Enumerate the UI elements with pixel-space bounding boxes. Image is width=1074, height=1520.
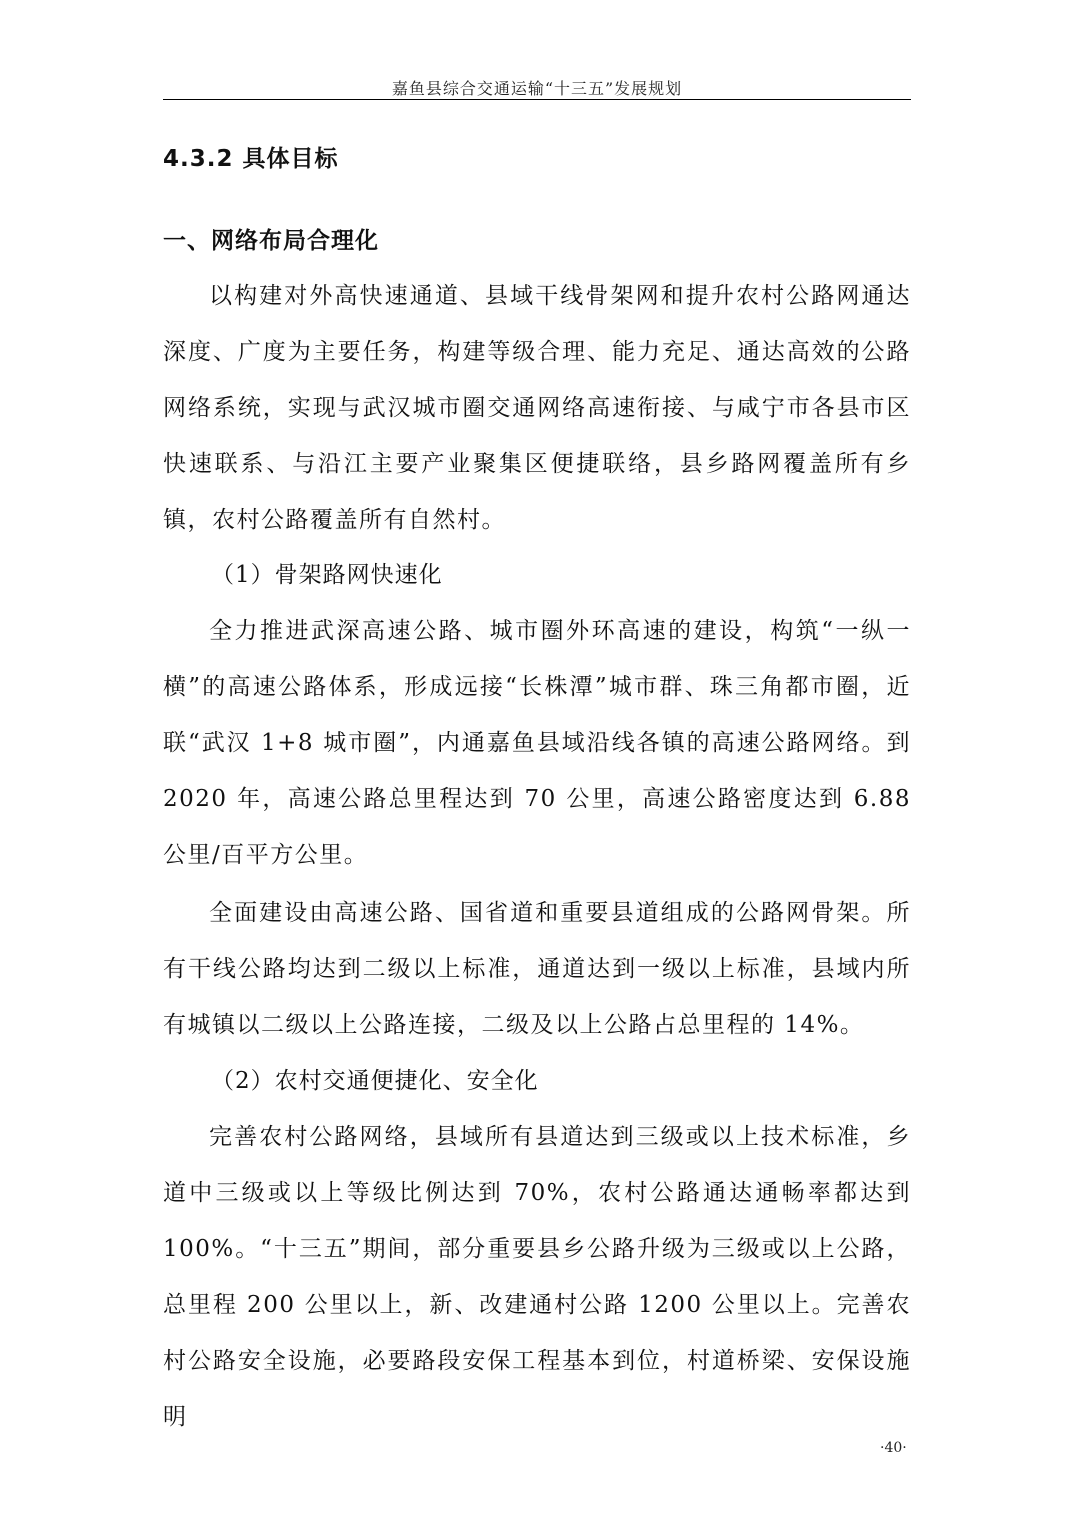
paragraph-rural-roads: 完善农村公路网络，县域所有县道达到三级或以上技术标准，乡道中三级或以上等级比例达到 70%，农村公路通达通畅率都达到 100%。“十三五”期间，部分重要县乡公路升级为三级或以上公路，总里程 200 公里以上，新、改建通村公路 1200 公里以上。完善农村公路安全设施，必要路段安保工程基本到位，村道桥梁、安保设施明: [163, 1124, 911, 1430]
section-heading: 4.3.2 具体目标: [163, 146, 339, 172]
running-header: 嘉鱼县综合交通运输“十三五”发展规划: [391, 79, 683, 98]
item-heading-rural: （2）农村交通便捷化、安全化: [211, 1068, 539, 1094]
paragraph-network-layout: 以构建对外高快速通道、县域干线骨架网和提升农村公路网通达深度、广度为主要任务，构建等级合理、能力充足、通达高效的公路网络系统，实现与武汉城市圈交通网络高速衔接、与咸宁市各县市区快速联系、与沿江主要产业聚集区便捷联络，县乡路网覆盖所有乡镇，农村公路覆盖所有自然村。: [163, 283, 911, 533]
page-number: ·40·: [880, 1440, 907, 1456]
item-heading-backbone: （1）骨架路网快速化: [211, 562, 443, 588]
paragraph-backbone-network: 全面建设由高速公路、国省道和重要县道组成的公路网骨架。所有干线公路均达到二级以上标准，通道达到一级以上标准，县域内所有城镇以二级以上公路连接，二级及以上公路占总里程的 14%。: [163, 900, 911, 1038]
header-divider: [163, 99, 911, 100]
subsection-heading: 一、网络布局合理化: [163, 228, 379, 254]
paragraph-expressway: 全力推进武深高速公路、城市圈外环高速的建设，构筑“一纵一横”的高速公路体系，形成远接“长株潭”城市群、珠三角都市圈，近联“武汉 1+8 城市圈”，内通嘉鱼县域沿线各镇的高速公路网络。到 2020 年，高速公路总里程达到 70 公里，高速公路密度达到 6.88 公里/百平方公里。: [163, 618, 911, 868]
